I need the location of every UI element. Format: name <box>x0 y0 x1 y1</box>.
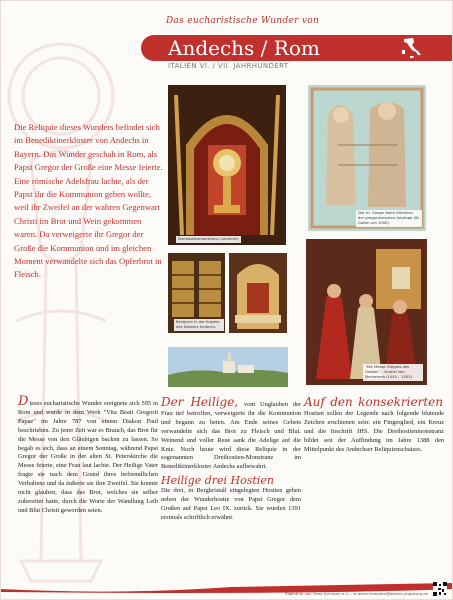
altar-photo <box>229 253 287 333</box>
text-column-1 <box>18 394 158 516</box>
column-1-body: ieses eucharistische Wunder ereignete sich 595 in Rom und wurde in dem Werk "Vita Beati Gregorii Papae" im Jahre 787 von einem Diakon Paul beschrieben. Zu jener Zeit war es Brauch, das Brot für die Messe von den Gläubigen backen zu lassen. So begab es sich, dass an einem Sonntag, während Papst Gregor der Große in der alten St. Peterskirche die Messe feierte, eine Frau laut lachte. Der Heilige Vater fragte sie nach dem Grund ihres befremdlichen Verhaltens und da äußerte sie ihre Zweifel. Sie konnte nicht glauben, dass das Brot, welches sie selber zubereitet hatte, durch die Worte der Wandlung Leib und Blut Christi geworden seien. <box>18 400 158 514</box>
text-column-2 <box>161 395 301 523</box>
monstrance-image <box>168 85 286 245</box>
caption-manuscript: Der Hl. Gregor beim Diktieren der gregorianischen Gesänge (St. Gallen um 1000) <box>358 211 420 225</box>
column-2-heading: Der Heilige, <box>161 395 239 409</box>
page-subtitle: ITALIEN VI. / VII. JAHRHUNDERT <box>168 62 289 70</box>
header-kicker: Das eucharistische Wunder von <box>166 16 320 26</box>
monstrance-photo <box>168 85 286 245</box>
column-2-body-2: Die drei, in Bergkristall eingelegten Hostien gehen neben der Wunderhostie von Papst Gregor dem Großen auf Papst Leo IX. zurück. Sie wurden 1391 erstmals schriftlich erwähnt. <box>161 487 301 521</box>
caption-monstrance: Dreihostienmonstranz (Andechs) <box>178 237 239 241</box>
column-2-body: vom Unglauben der Frau tief betroffen, verweigerte ihr die Kommunion und begann zu beten. Am Ende seines Gebets verwandelte sich das Brot zu Fleisch und Blut. Weinend und voller Reue sank die Adelige auf die Knie. Noch heute wird diese Reliquie in der sogenannten Dreihostien-Monstranz im Benediktinerkloster Andechs aufbewahrt. <box>161 401 301 471</box>
text-column-3 <box>304 395 444 454</box>
caption-painting: "Die Messe Gregors des Großen" – Israhel Van Meckenem (1440 – 1503) <box>363 364 423 381</box>
manuscript-photo <box>308 85 426 231</box>
page-title: Andechs / Rom <box>168 36 320 60</box>
caption-chapel: Reliquien in der Kapelle des Klosters Andechs <box>174 319 224 331</box>
intro-text: Die Reliquie dieses Wunders befindet sich im Benediktinerkloster von Andechs in Bayern. Das Wunder geschah in Rom, als Papst Gregor der Große eine Messe feierte. Eine römische Adelsfrau lachte, als der Papst ihr die Kommunion geben wollte, weil ihr Zweifel an der wahren Gegenwart Christi im Brot und Wein gekommen waren. Da verweigerte ihr Gregor der Große die Kommunion und im gleichen Moment verwandelte sich das Opferbrot in Fleisch. <box>14 122 163 280</box>
painting-photo <box>306 239 427 385</box>
column-3-heading: Auf den konsekrierten <box>304 395 443 409</box>
reliquary-photo <box>168 253 225 333</box>
landscape-image <box>168 347 288 387</box>
footer-credit: Eigentum von Ones Schulzen e.V. – st.ansor.kompten@bistum-augsburg.de <box>285 591 428 596</box>
column-2-subheading: Heilige drei Hostien <box>161 474 274 488</box>
landscape-photo <box>168 347 288 387</box>
italy-map-icon <box>400 36 424 60</box>
altar-image <box>229 253 287 333</box>
qr-code-icon <box>433 582 447 596</box>
dropcap: D <box>18 394 29 409</box>
column-3-body: Hostien sollen der Legende nach folgende blutende Zeichen erschienen sein: ein Fingerglied, ein Kreuz und die Inschrift IHS. Die Dreihostienmonstranz bildet seit der Auffindung im Jahre 1388 den Mittelpunkt des Andechser Reliquienschatzes. <box>304 409 444 453</box>
